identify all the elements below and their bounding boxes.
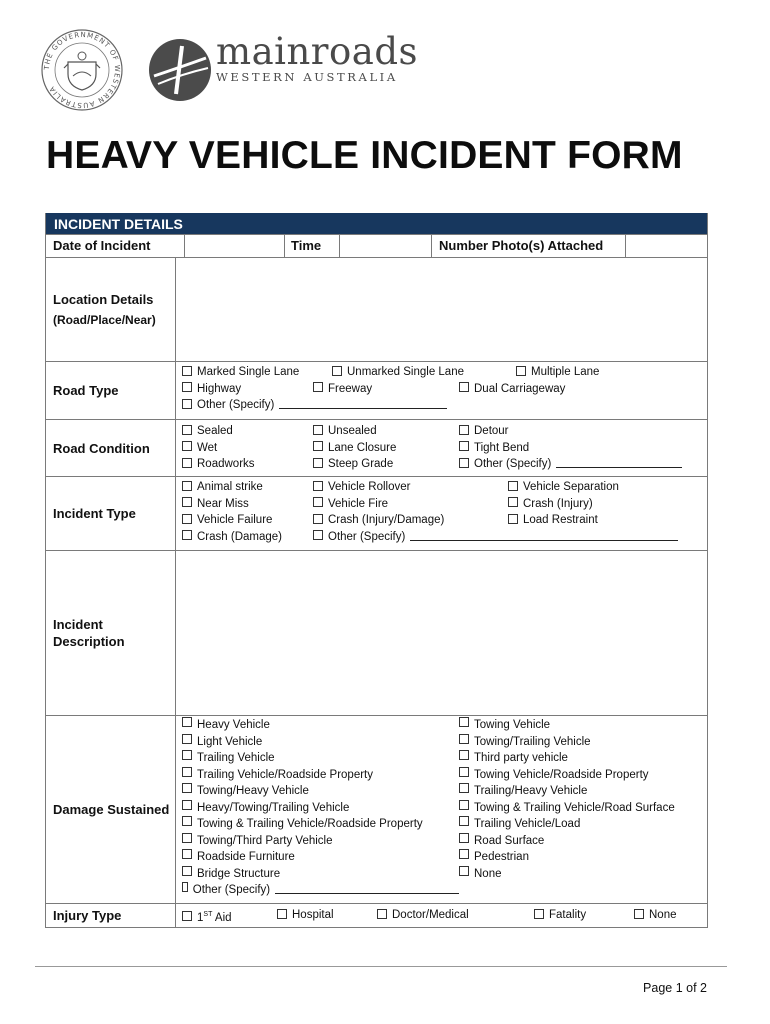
incident-type-row [46, 476, 707, 550]
damage-option[interactable]: Trailing Vehicle/Load [459, 816, 675, 833]
checkbox[interactable] [182, 734, 192, 744]
checkbox[interactable] [313, 530, 323, 540]
brand-block [216, 30, 418, 84]
location-sublabel: (Road/Place/Near) [53, 313, 156, 327]
checkbox[interactable] [459, 849, 469, 859]
checkbox[interactable] [182, 767, 192, 777]
date-label: Date of Incident [46, 235, 185, 257]
government-seal-logo [40, 28, 124, 112]
road-condition-option-other[interactable]: Other (Specify) [459, 456, 551, 473]
damage-option[interactable]: Towing/Third Party Vehicle [182, 833, 459, 850]
damage-option[interactable]: Towing Vehicle/Roadside Property [459, 767, 675, 784]
checkbox[interactable] [182, 800, 192, 810]
checkbox[interactable] [182, 514, 192, 524]
checkbox[interactable] [182, 750, 192, 760]
damage-label: Damage Sustained [46, 716, 176, 903]
road-type-other-input[interactable] [279, 397, 447, 409]
road-condition-other-input[interactable] [556, 456, 682, 468]
damage-left-column [182, 717, 459, 899]
incident-form [45, 213, 708, 928]
road-type-option[interactable]: Unmarked Single Lane [332, 364, 516, 381]
road-condition-option[interactable]: Steep Grade [313, 456, 459, 473]
road-type-option-other[interactable]: Other (Specify) [182, 397, 274, 414]
checkbox[interactable] [182, 882, 188, 892]
checkbox[interactable] [459, 767, 469, 777]
checkbox[interactable] [459, 833, 469, 843]
checkbox[interactable] [459, 382, 469, 392]
incident-type-option[interactable]: Crash (Injury) [508, 496, 593, 513]
damage-option[interactable]: Towing & Trailing Vehicle/Road Surface [459, 800, 675, 817]
checkbox[interactable] [313, 441, 323, 451]
injury-option[interactable]: Doctor/Medical [377, 907, 534, 924]
damage-option-other[interactable]: Other (Specify) [182, 882, 459, 899]
checkbox[interactable] [182, 382, 192, 392]
checkbox[interactable] [182, 783, 192, 793]
description-input[interactable] [176, 551, 707, 715]
checkbox[interactable] [313, 497, 323, 507]
checkbox[interactable] [459, 441, 469, 451]
road-condition-option[interactable]: Detour [459, 423, 509, 440]
location-input[interactable] [176, 258, 707, 361]
checkbox[interactable] [182, 530, 192, 540]
description-label [46, 551, 176, 715]
checkbox[interactable] [182, 481, 192, 491]
checkbox[interactable] [534, 909, 544, 919]
damage-option[interactable]: Roadside Furniture [182, 849, 459, 866]
damage-option[interactable]: None [459, 866, 675, 883]
road-type-label: Road Type [46, 362, 176, 419]
road-type-row [46, 361, 707, 419]
checkbox[interactable] [182, 399, 192, 409]
checkbox[interactable] [277, 909, 287, 919]
location-row [46, 257, 707, 361]
road-condition-option[interactable]: Roadworks [182, 456, 313, 473]
incident-type-option[interactable]: Vehicle Fire [313, 496, 508, 513]
footer-divider [35, 966, 727, 967]
damage-option[interactable]: Heavy/Towing/Trailing Vehicle [182, 800, 459, 817]
checkbox[interactable] [332, 366, 342, 376]
damage-option[interactable]: Pedestrian [459, 849, 675, 866]
damage-option[interactable]: Light Vehicle [182, 734, 459, 751]
injury-option-first-aid[interactable]: 1ST Aid [182, 907, 277, 924]
road-type-option[interactable]: Freeway [313, 381, 459, 398]
checkbox[interactable] [516, 366, 526, 376]
checkbox[interactable] [508, 481, 518, 491]
damage-option[interactable]: Towing/Heavy Vehicle [182, 783, 459, 800]
date-time-row [46, 234, 707, 257]
road-condition-option[interactable]: Sealed [182, 423, 313, 440]
section-header: INCIDENT DETAILS [46, 213, 707, 234]
checkbox[interactable] [182, 425, 192, 435]
road-type-option[interactable]: Multiple Lane [516, 364, 599, 381]
checkbox[interactable] [508, 514, 518, 524]
damage-option[interactable]: Road Surface [459, 833, 675, 850]
injury-option[interactable]: Fatality [534, 907, 634, 924]
road-condition-row [46, 419, 707, 476]
checkbox[interactable] [459, 734, 469, 744]
damage-option[interactable]: Heavy Vehicle [182, 717, 459, 734]
injury-option[interactable]: None [634, 907, 677, 924]
incident-type-option[interactable]: Load Restraint [508, 512, 598, 529]
checkbox[interactable] [182, 497, 192, 507]
road-type-option[interactable]: Marked Single Lane [182, 364, 332, 381]
description-label-line1: Incident [53, 617, 103, 632]
checkbox[interactable] [182, 866, 192, 876]
damage-option[interactable]: Trailing/Heavy Vehicle [459, 783, 675, 800]
damage-option[interactable]: Trailing Vehicle/Roadside Property [182, 767, 459, 784]
checkbox[interactable] [377, 909, 387, 919]
road-condition-option[interactable]: Unsealed [313, 423, 459, 440]
checkbox[interactable] [182, 849, 192, 859]
incident-type-option[interactable]: Vehicle Separation [508, 479, 619, 496]
checkbox[interactable] [182, 833, 192, 843]
date-input[interactable] [185, 235, 285, 257]
page-title: HEAVY VEHICLE INCIDENT FORM [46, 134, 683, 177]
checkbox[interactable] [459, 866, 469, 876]
incident-type-option-other[interactable]: Other (Specify) [313, 529, 405, 546]
incident-type-option[interactable]: Near Miss [182, 496, 313, 513]
incident-type-option[interactable]: Vehicle Failure [182, 512, 313, 529]
checkbox[interactable] [459, 783, 469, 793]
time-label: Time [285, 235, 340, 257]
location-label [46, 258, 176, 361]
incident-type-option[interactable]: Crash (Damage) [182, 529, 313, 546]
checkbox[interactable] [182, 441, 192, 451]
checkbox[interactable] [508, 497, 518, 507]
checkbox[interactable] [459, 750, 469, 760]
checkbox[interactable] [459, 425, 469, 435]
incident-type-option[interactable]: Crash (Injury/Damage) [313, 512, 508, 529]
checkbox[interactable] [313, 458, 323, 468]
injury-option[interactable]: Hospital [277, 907, 377, 924]
checkbox[interactable] [182, 717, 192, 727]
damage-row [46, 715, 707, 903]
checkbox[interactable] [459, 458, 469, 468]
incident-type-label: Incident Type [46, 477, 176, 550]
incident-type-option[interactable]: Animal strike [182, 479, 313, 496]
incident-type-other-input[interactable] [410, 529, 678, 541]
description-row [46, 550, 707, 715]
checkbox[interactable] [459, 800, 469, 810]
checkbox[interactable] [459, 717, 469, 727]
photos-input[interactable] [626, 235, 707, 257]
checkbox[interactable] [182, 911, 192, 921]
checkbox[interactable] [182, 458, 192, 468]
damage-option[interactable]: Towing & Trailing Vehicle/Roadside Property [182, 816, 459, 833]
road-condition-option[interactable]: Wet [182, 440, 313, 457]
brand-subtitle: WESTERN AUSTRALIA [216, 70, 398, 84]
damage-option[interactable]: Bridge Structure [182, 866, 459, 883]
location-label-text: Location Details [53, 292, 154, 307]
checkbox[interactable] [313, 382, 323, 392]
checkbox[interactable] [634, 909, 644, 919]
incident-type-option[interactable]: Vehicle Rollover [313, 479, 508, 496]
damage-option[interactable]: Third party vehicle [459, 750, 675, 767]
photos-label: Number Photo(s) Attached [432, 235, 626, 257]
checkbox[interactable] [182, 366, 192, 376]
road-condition-option[interactable]: Tight Bend [459, 440, 529, 457]
road-type-option[interactable]: Highway [182, 381, 313, 398]
svg-text:THE GOVERNMENT OF WESTERN AUST: THE GOVERNMENT OF WESTERN AUSTRALIA [42, 30, 122, 110]
brand-name: mainroads [216, 30, 419, 73]
road-condition-option[interactable]: Lane Closure [313, 440, 459, 457]
checkbox[interactable] [313, 425, 323, 435]
injury-label: Injury Type [46, 904, 176, 927]
damage-option[interactable]: Trailing Vehicle [182, 750, 459, 767]
time-input[interactable] [340, 235, 432, 257]
checkbox[interactable] [313, 514, 323, 524]
damage-other-input[interactable] [275, 882, 459, 894]
description-label-line2: Description [53, 634, 125, 649]
checkbox[interactable] [313, 481, 323, 491]
checkbox[interactable] [182, 816, 192, 826]
damage-option[interactable]: Towing Vehicle [459, 717, 675, 734]
road-type-option[interactable]: Dual Carriageway [459, 381, 565, 398]
page-number: Page 1 of 2 [643, 981, 707, 995]
mainroads-logo-icon [148, 38, 212, 102]
checkbox[interactable] [459, 816, 469, 826]
damage-right-column [459, 717, 675, 899]
injury-row [46, 903, 707, 927]
damage-option[interactable]: Towing/Trailing Vehicle [459, 734, 675, 751]
road-condition-label: Road Condition [46, 420, 176, 476]
